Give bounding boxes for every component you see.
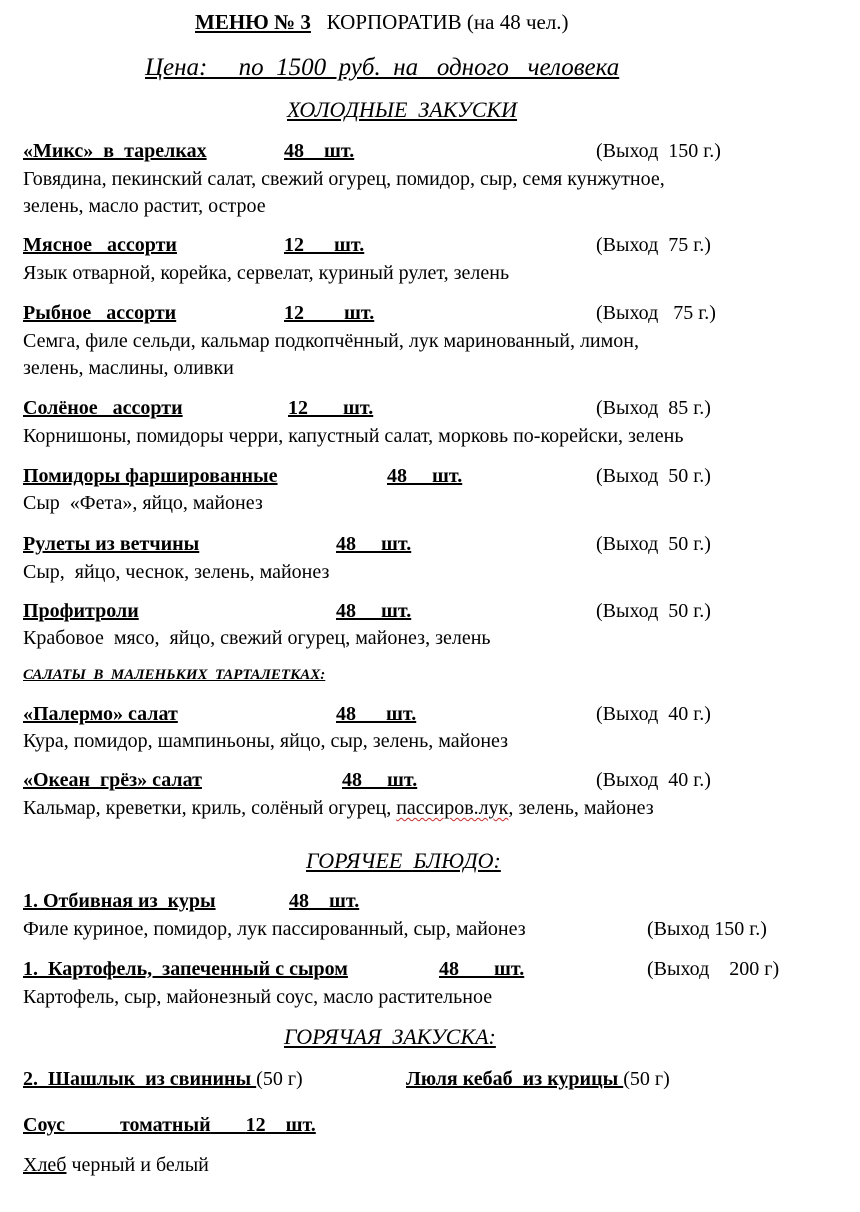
menu-number: МЕНЮ № 3	[195, 10, 311, 34]
menu-item-description: Сыр «Фета», яйцо, майонез	[23, 492, 263, 514]
menu-item-description: Кура, помидор, шампиньоны, яйцо, сыр, зелень, майонез	[23, 730, 509, 752]
menu-item-yield: (Выход 50 г.)	[596, 600, 711, 622]
menu-title	[195, 10, 569, 35]
hot-snack-item	[406, 1068, 670, 1091]
menu-item-qty: 48 шт.	[336, 600, 412, 622]
menu-item-name: Мясное ассорти	[23, 234, 177, 256]
menu-item-description: Сыр, яйцо, чеснок, зелень, майонез	[23, 561, 330, 583]
bread-label: Хлеб	[23, 1154, 67, 1176]
hot-snack-weight: (50 г)	[256, 1068, 303, 1090]
menu-item-yield: (Выход 85 г.)	[596, 397, 711, 419]
menu-item-yield: (Выход 40 г.)	[596, 769, 711, 791]
menu-item-description: Крабовое мясо, яйцо, свежий огурец, майонез, зелень	[23, 627, 491, 649]
menu-item-qty: 48 шт.	[342, 769, 418, 791]
menu-item-name: Рулеты из ветчины	[23, 533, 200, 555]
menu-item-qty: 12 шт.	[284, 302, 375, 324]
menu-item-name: Солёное ассорти	[23, 397, 183, 419]
hot-snack-item	[23, 1068, 303, 1091]
menu-item-qty: 12 шт.	[284, 234, 365, 256]
menu-item-yield: (Выход 75 г.)	[596, 302, 716, 324]
hot-snack-weight: (50 г)	[623, 1068, 670, 1090]
menu-item-qty: 48 шт.	[284, 140, 355, 162]
hot-snack-name: 2. Шашлык из свинины	[23, 1068, 257, 1090]
section-heading-cold: ХОЛОДНЫЕ ЗАКУСКИ	[287, 97, 518, 122]
menu-item-qty: 48 шт.	[336, 533, 412, 555]
menu-item-yield: (Выход 150 г.)	[596, 140, 721, 162]
bread-description: черный и белый	[66, 1154, 209, 1176]
menu-item-yield: (Выход 150 г.)	[647, 918, 767, 940]
menu-item-name: «Палермо» салат	[23, 703, 178, 725]
menu-item-yield: (Выход 40 г.)	[596, 703, 711, 725]
menu-item-description: зелень, масло растит, острое	[23, 195, 266, 217]
menu-item-qty: 48 шт.	[289, 890, 360, 912]
menu-item-yield: (Выход 75 г.)	[596, 234, 711, 256]
menu-event: КОРПОРАТИВ (на 48 чел.)	[326, 10, 569, 34]
menu-item-name: «Микс» в тарелках	[23, 140, 207, 162]
menu-item-description: Филе куриное, помидор, лук пассированный, сыр, майонез	[23, 918, 526, 940]
section-heading-hot-dish: ГОРЯЧЕЕ БЛЮДО:	[306, 848, 501, 873]
price-line: Цена: по 1500 руб. на одного человека	[145, 54, 620, 81]
menu-item-name: Рыбное ассорти	[23, 302, 177, 324]
menu-item-qty: 48 шт.	[336, 703, 417, 725]
menu-item-name: Профитроли	[23, 600, 139, 622]
menu-item-name: 1. Отбивная из куры	[23, 890, 216, 912]
menu-item-qty: 48 шт.	[439, 958, 525, 980]
menu-item-name: «Океан грёз» салат	[23, 769, 202, 791]
menu-item-name: Помидоры фаршированные	[23, 465, 278, 487]
menu-item-description: Картофель, сыр, майонезный соус, масло растительное	[23, 986, 493, 1008]
subsection-heading-tartlets: САЛАТЫ В МАЛЕНЬКИХ ТАРТАЛЕТКАХ:	[23, 667, 326, 683]
menu-item-name: 1. Картофель, запеченный с сыром	[23, 958, 348, 980]
menu-item-qty: 48 шт.	[387, 465, 463, 487]
menu-item-yield: (Выход 200 г)	[647, 958, 780, 980]
hot-snack-name: Люля кебаб из курицы	[406, 1068, 624, 1090]
menu-item-description: Кальмар, креветки, криль, солёный огурец, пассиров.лук, зелень, майонез	[23, 797, 654, 819]
menu-item-description: Семга, филе сельди, кальмар подкопчённый, лук маринованный, лимон,	[23, 330, 639, 352]
menu-item-description: зелень, маслины, оливки	[23, 357, 234, 379]
menu-item-description: Говядина, пекинский салат, свежий огурец, помидор, сыр, семя кунжутное,	[23, 168, 665, 190]
section-heading-hot-snack: ГОРЯЧАЯ ЗАКУСКА:	[284, 1024, 496, 1049]
menu-item-yield: (Выход 50 г.)	[596, 465, 711, 487]
menu-item-description: Язык отварной, корейка, сервелат, куриный рулет, зелень	[23, 262, 510, 284]
sauce-line: Соус томатный 12 шт.	[23, 1114, 316, 1136]
menu-item-yield: (Выход 50 г.)	[596, 533, 711, 555]
menu-item-qty: 12 шт.	[288, 397, 374, 419]
menu-item-description: Корнишоны, помидоры черри, капустный салат, морковь по-корейски, зелень	[23, 425, 684, 447]
bread-line	[23, 1154, 209, 1177]
